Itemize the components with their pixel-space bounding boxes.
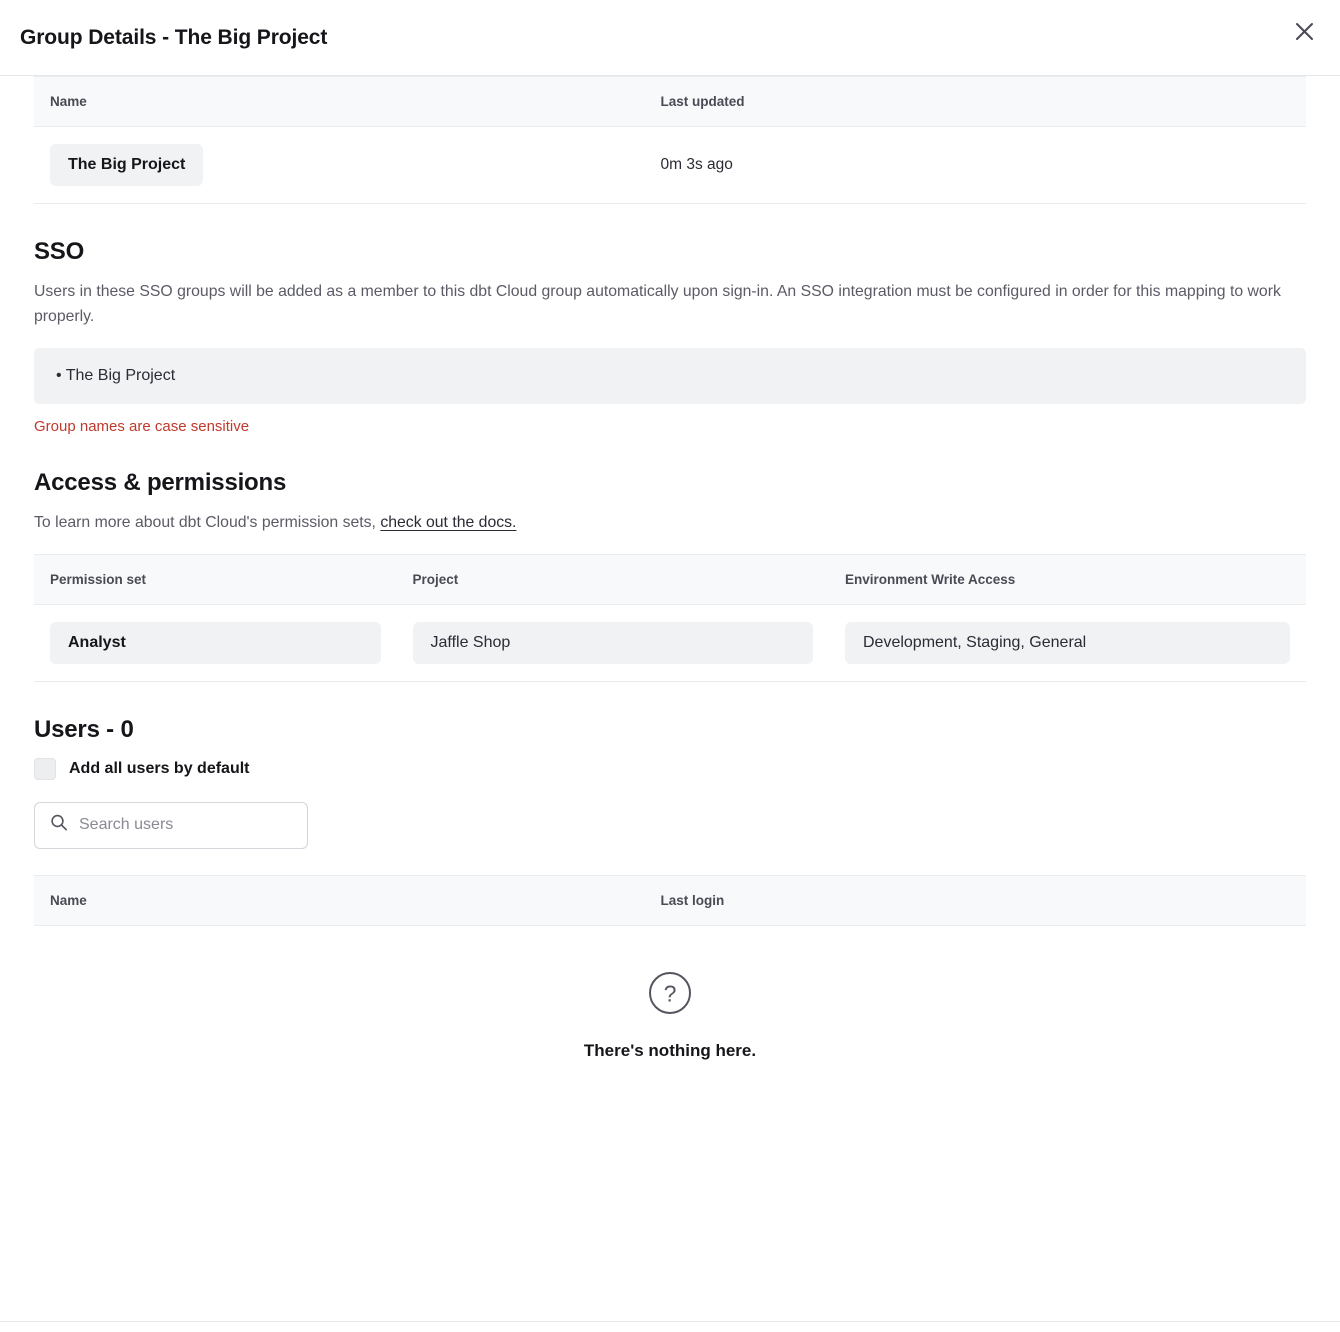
group-name-pill: The Big Project [50,144,203,186]
users-table [34,875,1306,926]
column-header-environment-write-access: Environment Write Access [829,554,1306,604]
add-all-users-row[interactable] [34,758,1306,780]
column-header-last-updated: Last updated [645,77,1306,127]
group-summary-table [34,76,1306,204]
group-name-cell [34,127,645,204]
access-description-text: To learn more about dbt Cloud's permission sets, [34,513,381,531]
column-header-user-name: Name [34,875,645,925]
empty-state-text: There's nothing here. [583,1040,757,1060]
footer-divider [0,1321,1340,1322]
table-header-row [34,875,1306,925]
modal-header [0,0,1340,76]
close-icon[interactable] [1290,17,1318,45]
svg-text:?: ? [663,980,677,1007]
sso-group-item: • The Big Project [56,366,176,384]
permission-set-pill: Analyst [50,622,381,664]
users-empty-state [34,926,1306,1079]
add-all-users-label: Add all users by default [69,759,250,777]
sso-case-sensitive-warning: Group names are case sensitive [34,417,250,435]
environment-write-access-pill: Development, Staging, General [845,622,1290,664]
table-header-row [34,554,1306,604]
column-header-last-login: Last login [645,875,1306,925]
access-section-title: Access & permissions [34,468,287,496]
column-header-name: Name [34,77,645,127]
search-users-wrapper [34,802,308,849]
sso-group-list [34,348,1306,404]
table-row [34,127,1306,204]
project-pill: Jaffle Shop [413,622,813,664]
group-last-updated-cell: 0m 3s ago [645,127,1306,204]
page-title: Group Details - The Big Project [20,25,328,49]
access-description [34,511,1306,536]
sso-section-title: SSO [34,238,85,265]
permissions-table [34,554,1306,682]
users-section-title: Users - 0 [34,715,134,743]
question-circle-icon [647,970,693,1021]
sso-description: Users in these SSO groups will be added as a member to this dbt Cloud group automatically upon sign-in. An SSO integration must be configured in order for this mapping to work properly. [34,283,1281,325]
project-cell [397,604,829,681]
permission-set-cell [34,604,397,681]
docs-link[interactable]: check out the docs. [380,513,517,531]
column-header-project: Project [397,554,829,604]
environment-write-access-cell [829,604,1306,681]
column-header-permission-set: Permission set [34,554,397,604]
table-header-row [34,77,1306,127]
modal-body [0,76,1340,1079]
table-row [34,604,1306,681]
search-input[interactable] [34,802,308,849]
add-all-users-checkbox[interactable] [34,758,56,780]
